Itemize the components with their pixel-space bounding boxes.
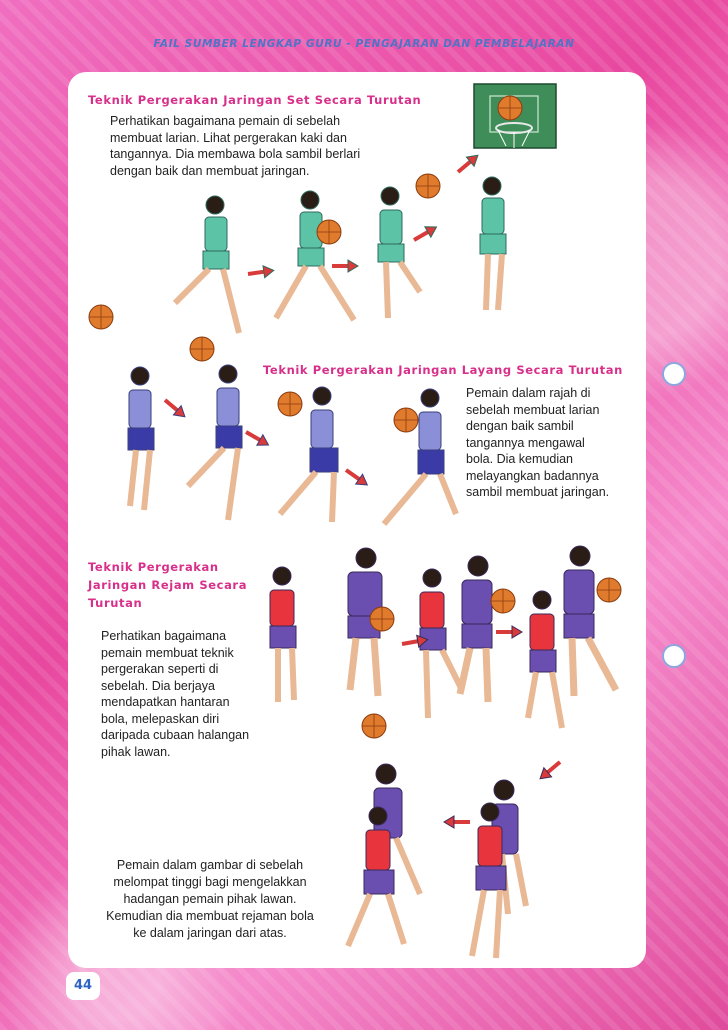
player-figures-jump bbox=[348, 714, 564, 958]
text-line: sambil membuat jaringan. bbox=[466, 485, 610, 499]
player-figures-dunk bbox=[270, 546, 621, 728]
section-title-set-shot: Teknik Pergerakan Jaringan Set Secara Turutan bbox=[88, 93, 422, 107]
text-line: bola, melepaskan diri bbox=[101, 711, 220, 726]
player-figures-set-shot bbox=[175, 151, 506, 333]
text-line: hadangan pemain pihak lawan. bbox=[123, 892, 297, 906]
text-line: Perhatikan bagaimana pemain di sebelah bbox=[110, 114, 341, 128]
text-line: pergerakan seperti di bbox=[101, 662, 219, 676]
text-line: Kemudian dia membuat rejaman bola bbox=[106, 909, 314, 923]
title-line: Turutan bbox=[88, 596, 143, 610]
title-line: Teknik Pergerakan bbox=[88, 560, 219, 574]
text-line: tangannya mengawal bbox=[466, 435, 585, 450]
text-line: Pemain dalam rajah di bbox=[466, 386, 591, 400]
text-line: melompat tinggi bagi mengelakkan bbox=[113, 875, 307, 889]
basketball-hoop-illustration bbox=[474, 84, 556, 148]
text-line: ke dalam jaringan dari atas. bbox=[133, 926, 287, 940]
player-figures-layup bbox=[89, 305, 456, 524]
text-line: sebelah membuat larian bbox=[466, 402, 600, 417]
page-number: 44 bbox=[66, 972, 100, 1000]
text-line: dengan baik dan membuat jaringan. bbox=[110, 163, 310, 178]
text-line: Pemain dalam gambar di sebelah bbox=[116, 858, 304, 872]
text-line: sebelah. Dia berjaya bbox=[101, 678, 215, 693]
text-line: mendapatkan hantaran bbox=[101, 695, 230, 709]
title-line: Jaringan Rejam Secara bbox=[88, 578, 248, 592]
text-line: melayangkan badannya bbox=[466, 468, 599, 483]
text-line: dengan baik sambil bbox=[466, 419, 574, 433]
text-line: pihak lawan. bbox=[101, 744, 171, 759]
text-line: pemain membuat teknik bbox=[101, 645, 234, 660]
text-line: Perhatikan bagaimana bbox=[101, 629, 227, 643]
text-line: bola. Dia kemudian bbox=[466, 452, 574, 466]
text-line: daripada cubaan halangan bbox=[101, 728, 250, 742]
running-header: FAIL SUMBER LENGKAP GURU - PENGAJARAN DAN PEMBELAJARAN bbox=[153, 38, 575, 50]
text-line: membuat larian. Lihat pergerakan kaki dan bbox=[110, 130, 347, 145]
text-line: tangannya. Dia membawa bola sambil berlari bbox=[110, 147, 361, 161]
section-title-layup: Teknik Pergerakan Jaringan Layang Secara Turutan bbox=[263, 363, 623, 377]
